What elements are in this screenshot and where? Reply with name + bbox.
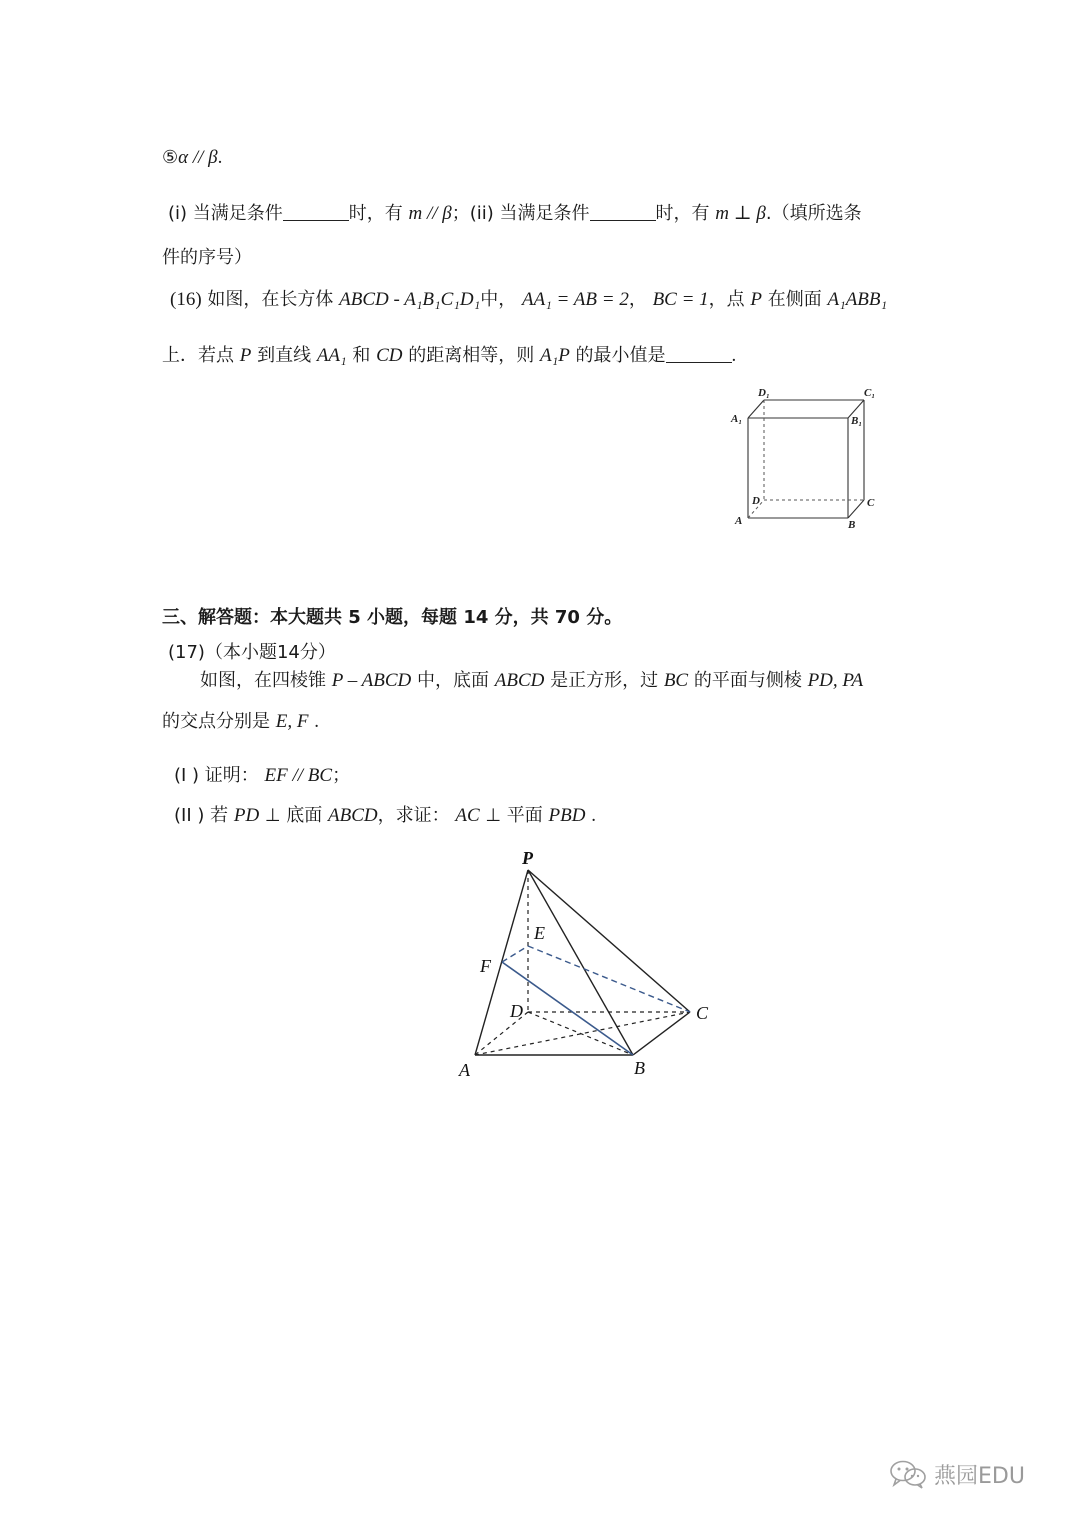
- blank-1: [283, 202, 349, 221]
- q17-p1-expr: EF // BC: [264, 765, 333, 786]
- q16-l2c: 和: [352, 345, 371, 366]
- q17-p2-c: ⊥ 平面: [485, 805, 543, 826]
- pyramid-figure: [450, 845, 730, 1085]
- q17-base: ABCD: [494, 670, 545, 691]
- q15-sep: ；: [451, 203, 470, 224]
- q16-face: A₁ABB₁: [827, 289, 888, 310]
- q16-l2a: 上．若点: [162, 345, 234, 366]
- q17-pyramid: P – ABCD: [331, 670, 412, 691]
- watermark: [888, 1458, 1025, 1490]
- q16-l2b: 到直线: [257, 345, 312, 366]
- q17-l1c: 是正方形，过: [550, 670, 659, 691]
- q16-t4: 在侧面: [767, 289, 822, 310]
- label-D1: D₁: [758, 387, 770, 399]
- label-D: D: [752, 495, 760, 507]
- q17-l2a: 的交点分别是: [162, 711, 270, 732]
- q17-part1: [174, 764, 350, 788]
- q17-l2end: .: [314, 711, 319, 732]
- label-A: A: [735, 515, 743, 527]
- q16-p: P: [750, 289, 763, 310]
- q15-then1: 时，有: [348, 203, 403, 224]
- label-F: F: [480, 956, 491, 976]
- q15-m2: m ⊥ β: [715, 203, 766, 224]
- q16-line1: [170, 288, 887, 312]
- q17-l1b: 中，底面: [417, 670, 489, 691]
- q16-comma: ，: [628, 289, 647, 310]
- q16-l2d: 的距离相等，则: [408, 345, 535, 366]
- edge-BC: [848, 500, 864, 518]
- edge-PC: [528, 870, 690, 1012]
- q17-ef: E, F: [275, 711, 309, 732]
- q16-line2: [162, 344, 736, 368]
- watermark-text: 燕园EDU: [934, 1463, 1025, 1489]
- edge-PB: [528, 870, 633, 1055]
- label-B1: B₁: [851, 415, 863, 427]
- q16-l2aa1: AA₁: [316, 345, 347, 366]
- q17-p1-end: ；: [332, 765, 351, 786]
- q15-part-ii: (ii) 当满足条件: [469, 203, 590, 224]
- q16-l2p: P: [239, 345, 252, 366]
- q17-p2-label: (II ) 若: [174, 805, 229, 826]
- wechat-icon: [888, 1458, 928, 1490]
- q16-eq2: BC = 1: [652, 289, 709, 310]
- edge-A1D1: [748, 400, 764, 418]
- item5-expr: α // β: [178, 147, 218, 168]
- q16-eq1: AA₁ = AB = 2: [521, 289, 629, 310]
- q16-l2cd: CD: [376, 345, 403, 366]
- q15-then2: 时，有: [655, 203, 710, 224]
- label-C: C: [696, 1003, 709, 1023]
- q17-p2-ac: AC: [455, 805, 480, 826]
- q17-p2-pbd: PBD: [548, 805, 586, 826]
- item5-line: [162, 146, 222, 170]
- label-D: D: [510, 1001, 523, 1021]
- q17-line1: [200, 669, 863, 693]
- q17-p2-b: ，求证：: [377, 805, 450, 826]
- segment-EC: [528, 946, 690, 1012]
- q15-part-i: (i) 当满足条件: [168, 203, 283, 224]
- q15-line2: 件的序号）: [162, 247, 252, 268]
- label-P: P: [522, 848, 533, 868]
- q16-number: (16): [170, 289, 202, 310]
- circled-number: ⑤: [162, 147, 179, 168]
- q17-p2-abcd: ABCD: [328, 805, 378, 826]
- label-A: A: [459, 1060, 470, 1080]
- q17-header: (17)（本小题14分）: [168, 642, 336, 663]
- q17-l1a: 如图，在四棱锥: [200, 670, 326, 691]
- q16-l2e: 的最小值是: [575, 345, 666, 366]
- q17-l1d: 的平面与侧棱: [693, 670, 802, 691]
- q17-line2: [162, 710, 319, 734]
- q16-t3: ，点: [708, 289, 745, 310]
- q17-p1-label: (I ) 证明：: [174, 765, 259, 786]
- q16-l2end: .: [731, 345, 737, 366]
- label-E: E: [534, 923, 545, 943]
- q15-line1: [168, 202, 862, 226]
- q17-p2-a: ⊥ 底面: [264, 805, 323, 826]
- blank-3: [666, 344, 732, 363]
- period: .: [217, 147, 223, 168]
- q17-bc: BC: [663, 670, 689, 691]
- q16-cuboid: ABCD - A₁B₁C₁D₁: [339, 289, 481, 310]
- label-C: C: [867, 497, 875, 509]
- edge-BC: [633, 1012, 690, 1055]
- label-B: B: [848, 519, 856, 531]
- q15-m1: m // β: [408, 203, 452, 224]
- q17-p2-end: .: [591, 805, 596, 826]
- q17-p2-pd: PD: [233, 805, 260, 826]
- section-heading: 三、解答题：本大题共 5 小题，每题 14 分，共 70 分。: [162, 607, 623, 628]
- q16-l2a1p: A₁P: [539, 345, 570, 366]
- q16-t1: 如图，在长方体: [207, 289, 334, 310]
- q17-pd-pa: PD, PA: [807, 670, 864, 691]
- q17-part2: [174, 804, 596, 828]
- label-B: B: [634, 1058, 645, 1078]
- label-A1: A₁: [731, 413, 743, 425]
- blank-2: [590, 202, 656, 221]
- cuboid-figure: [728, 382, 898, 532]
- q16-t2: 中，: [480, 289, 517, 310]
- q15-tail: .（填所选条: [765, 203, 862, 224]
- label-C1: C₁: [864, 387, 876, 399]
